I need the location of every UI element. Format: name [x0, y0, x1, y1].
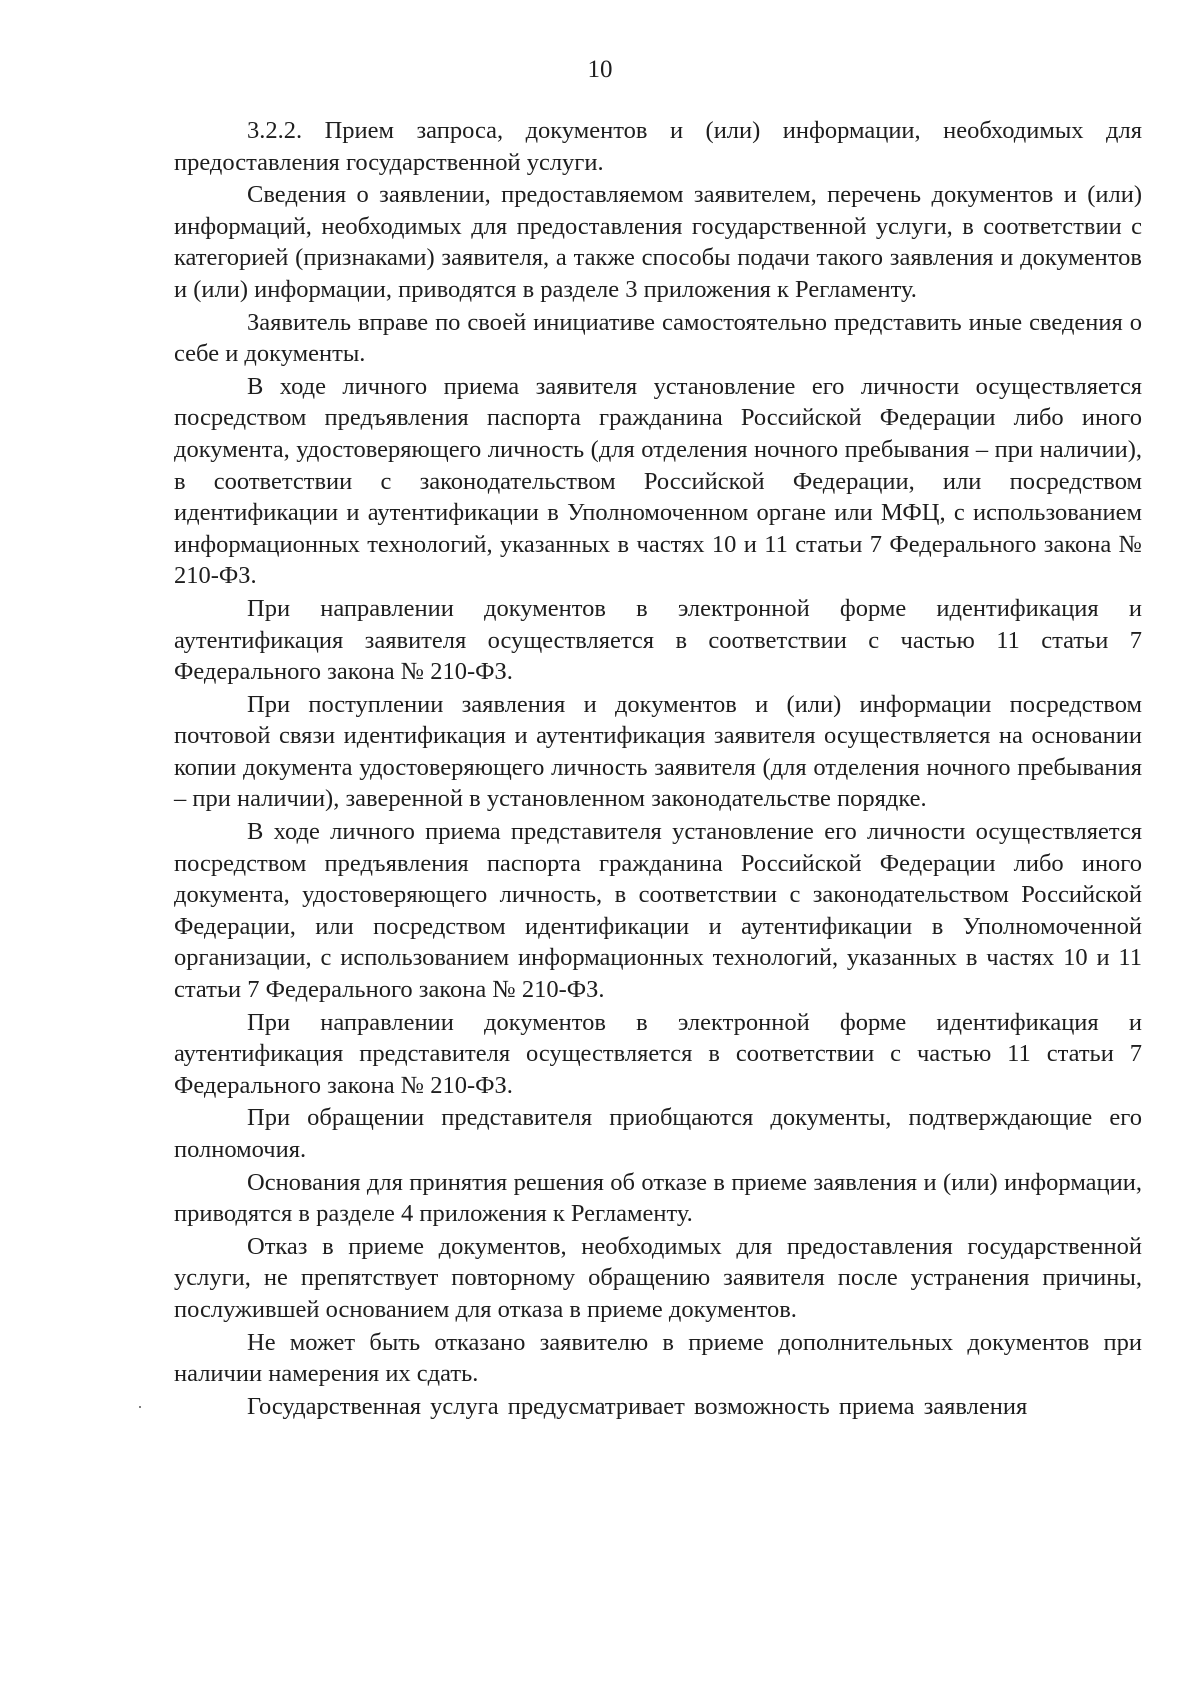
paragraph-applicant-electronic-identification: При направлении документов в электронной форме идентификация и аутентификация заявителя осуществляется в соответствии с частью 11 статьи 7 Федерального закона № 210-ФЗ. [174, 594, 1142, 686]
paragraph-applicant-right: Заявитель вправе по своей инициативе самостоятельно представить иные сведения о себе и документы. [174, 308, 1142, 368]
paragraph-postal-identification: При поступлении заявления и документов и (или) информации посредством почтовой связи идентификация и аутентификация заявителя осуществляется на основании копии документа удостоверяющего личность заявителя (для отделения ночного пребывания – при наличии), заверенной в установленном законодательстве порядке. [174, 690, 1142, 813]
paragraph-representative-authority: При обращении представителя приобщаются документы, подтверждающие его полномочия. [174, 1104, 1142, 1163]
document-body [174, 115, 1142, 1423]
paragraph-additional-documents: Не может быть отказано заявителю в приеме дополнительных документов при наличии намерения их сдать. [174, 1328, 1142, 1388]
paragraph-representative-identity-in-person: В ходе личного приема представителя установление его личности осуществляется посредством предъявления паспорта гражданина Российской Федерации либо иного документа, удостоверяющего личность, в соответствии с законодательством Российской Федерации, или посредством идентификации и аутентификации в Уполномоченной организации, с использованием информационных технологий, указанных в частях 10 и 11 статьи 7 Федерального закона № 210-ФЗ. [174, 818, 1142, 1004]
paragraph-application-reception: Государственная услуга предусматривает возможность приема заявления [247, 1392, 1028, 1420]
paragraph-application-info: Сведения о заявлении, предоставляемом заявителем, перечень документов и (или) информаций, необходимых для предоставления государственной услуги, в соответствии с категорией (признаками) заявителя, а также способы подачи такого заявления и документов и (или) информации, приводятся в разделе 3 приложения к Регламенту. [174, 181, 1142, 303]
page-number: 10 [587, 56, 613, 83]
section-heading-3-2-2: 3.2.2. Прием запроса, документов и (или) информации, необходимых для предоставления государственной услуги. [174, 117, 1142, 176]
paragraph-representative-electronic-identification: При направлении документов в электронной форме идентификация и аутентификация представителя осуществляется в соответствии с частью 11 статьи 7 Федерального закона № 210-ФЗ. [174, 1008, 1142, 1099]
paragraph-applicant-identity-in-person: В ходе личного приема заявителя установление его личности осуществляется посредством предъявления паспорта гражданина Российской Федерации либо иного документа, удостоверяющего личность (для отделения ночного пребывания – при наличии), в соответствии с законодательством Российской Федерации, или посредством идентификации и аутентификации в Уполномоченном органе или МФЦ, с использованием информационных технологий, указанных в частях 10 и 11 статьи 7 Федерального закона № 210-ФЗ. [174, 372, 1142, 590]
paragraph-refusal-not-obstacle: Отказ в приеме документов, необходимых для предоставления государственной услуги, не препятствует повторному обращению заявителя после устранения причины, послужившей основанием для отказа в приеме документов. [174, 1232, 1142, 1323]
paragraph-refusal-grounds: Основания для принятия решения об отказе в приеме заявления и (или) информации, приводятся в разделе 4 приложения к Регламенту. [174, 1168, 1142, 1228]
scan-speck [139, 1406, 141, 1408]
